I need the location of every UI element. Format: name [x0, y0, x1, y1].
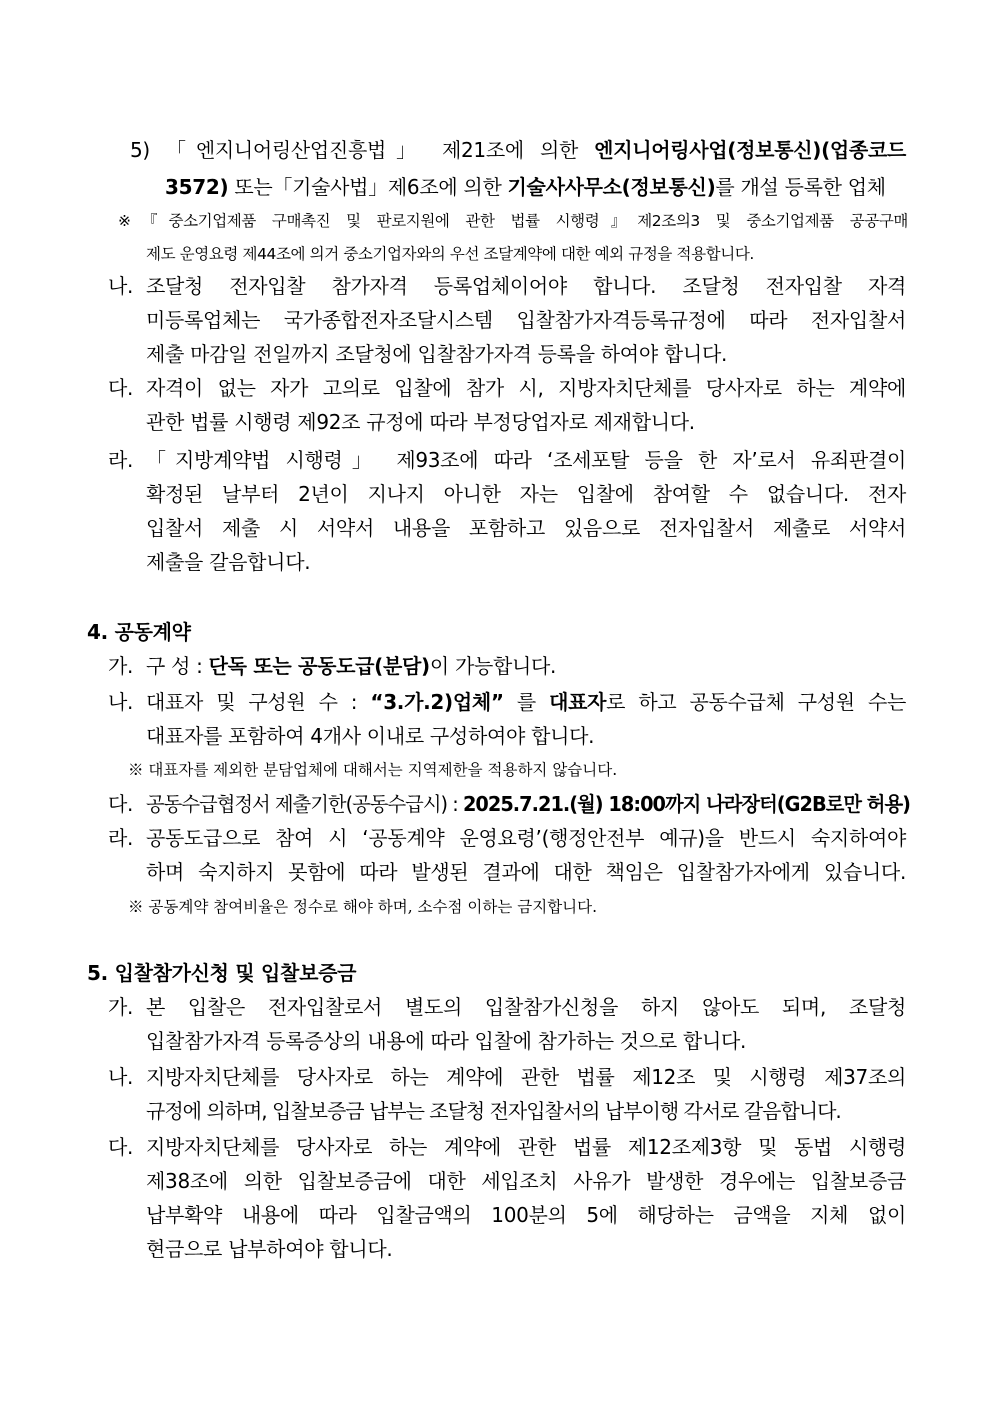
s3-ra-line-1: 「지방계약법 시행령」 제93조에 따라 ‘조세포탈 등을 한 자’로서 유죄판결이	[146, 448, 906, 472]
s4-ga-bold: 단독 또는 공동도급(분담)	[208, 654, 430, 678]
item-5-text-mid: 또는「기술사법」제6조에 의한	[228, 175, 508, 199]
s4-da-label: 공동수급협정서 제출기한(공동수급시) :	[146, 792, 463, 816]
s4-ra-line-2: 하며 숙지하지 못함에 따라 발생된 결과에 대한 책임은 입찰참가자에게 있습니다.	[146, 860, 906, 884]
s4-da-marker: 다.	[108, 792, 134, 816]
s5-ga-marker: 가.	[108, 995, 134, 1019]
s3-na-line-1: 조달청 전자입찰 참가자격 등록업체이어야 합니다. 조달청 전자입찰 자격	[146, 274, 906, 298]
s4-na-mid: 를	[503, 690, 550, 714]
s3-ra-line-3: 입찰서 제출 시 서약서 내용을 포함하고 있음으로 전자입찰서 제출로 서약서	[146, 516, 906, 540]
s4-da-line	[146, 787, 910, 821]
s4-ra-marker: 라.	[108, 826, 134, 850]
item-5-text: 5) 「엔지니어링산업진흥법」 제21조에 의한	[130, 138, 595, 162]
s5-da-line-4: 현금으로 납부하여야 합니다.	[146, 1237, 393, 1261]
s3-da-line-2: 관한 법률 시행령 제92조 규정에 따라 부정당업자로 제재합니다.	[146, 410, 695, 434]
s4-na-line-1	[146, 685, 906, 719]
s5-da-marker: 다.	[108, 1135, 134, 1159]
s4-ra-note: ※ 공동계약 참여비율은 정수로 해야 하며, 소수점 이하는 금지합니다.	[128, 898, 598, 916]
s4-ga-suffix: 이 가능합니다.	[429, 654, 557, 678]
s4-na-label: 대표자 및 구성원 수 :	[146, 690, 371, 714]
item-5-text-end: 를 개설 등록한 업체	[715, 175, 886, 199]
s3-na-line-3: 제출 마감일 전일까지 조달청에 입찰참가자격 등록을 하여야 합니다.	[146, 342, 728, 366]
s3-ra-marker: 라.	[108, 448, 134, 472]
s5-na-marker: 나.	[108, 1065, 134, 1089]
s4-na-suffix: 로 하고 공동수급체 구성원 수는	[606, 690, 907, 714]
item-5-code: 3572)	[165, 175, 229, 199]
s5-ga-line-1: 본 입찰은 전자입찰로서 별도의 입찰참가신청을 하지 않아도 되며, 조달청	[146, 995, 906, 1019]
s5-da-line-1: 지방자치단체를 당사자로 하는 계약에 관한 법률 제12조제3항 및 동법 시행령	[146, 1135, 906, 1159]
s4-na-line-2: 대표자를 포함하여 4개사 이내로 구성하여야 합니다.	[146, 724, 595, 748]
s5-ga-line-2: 입찰참가자격 등록증상의 내용에 따라 입찰에 참가하는 것으로 합니다.	[146, 1029, 747, 1053]
item-5-line-1	[130, 133, 906, 167]
item-5-bold-text: 엔지니어링사업(정보통신)(업종코드	[594, 138, 906, 162]
s5-da-line-2: 제38조에 의한 입찰보증금에 대한 세입조치 사유가 발생한 경우에는 입찰보증금	[146, 1169, 906, 1193]
s4-ra-line-1: 공동도급으로 참여 시 ‘공동계약 운영요령’(행정안전부 예규)을 반드시 숙지하여야	[146, 826, 906, 850]
s4-ga-line	[146, 649, 556, 683]
s3-na-marker: 나.	[108, 274, 134, 298]
s4-da-deadline: 2025.7.21.(월) 18:00까지 나라장터(G2B로만 허용)	[462, 792, 911, 816]
s3-ra-line-2: 확정된 날부터 2년이 지나지 아니한 자는 입찰에 참여할 수 없습니다. 전자	[146, 482, 906, 506]
s4-na-note: ※ 대표자를 제외한 분담업체에 대해서는 지역제한을 적용하지 않습니다.	[128, 761, 618, 779]
sme-note-line-2: 제도 운영요령 제44조에 의거 중소기업자와의 우선 조달계약에 대한 예외 규정을 적용합니다.	[146, 245, 754, 263]
s3-na-line-2: 미등록업체는 국가종합전자조달시스템 입찰참가자격등록규정에 따라 전자입찰서	[146, 308, 906, 332]
s3-da-line-1: 자격이 없는 자가 고의로 입찰에 참가 시, 지방자치단체를 당사자로 하는 계약에	[146, 376, 906, 400]
section-4-heading: 4. 공동계약	[87, 620, 191, 644]
s3-ra-line-4: 제출을 갈음합니다.	[146, 550, 311, 574]
s5-da-line-3: 납부확약 내용에 따라 입찰금액의 100분의 5에 해당하는 금액을 지체 없이	[146, 1203, 906, 1227]
s3-da-marker: 다.	[108, 376, 134, 400]
s5-na-line-1: 지방자치단체를 당사자로 하는 계약에 관한 법률 제12조 및 시행령 제37조의	[146, 1065, 906, 1089]
item-5-bold-office: 기술사사무소(정보통신)	[507, 175, 716, 199]
s4-ga-label: 구 성 :	[146, 654, 209, 678]
s4-ga-marker: 가.	[108, 654, 134, 678]
item-5-line-2	[165, 170, 886, 204]
section-5-heading: 5. 입찰참가신청 및 입찰보증금	[87, 961, 357, 985]
sme-note-line-1: ※『중소기업제품 구매촉진 및 판로지원에 관한 법률 시행령』제2조의3 및 중소기업제품 공공구매	[118, 212, 908, 230]
s5-na-line-2: 규정에 의하며, 입찰보증금 납부는 조달청 전자입찰서의 납부이행 각서로 갈음합니다.	[146, 1099, 841, 1123]
s4-na-bold-company: “3.가.2)업체”	[370, 690, 504, 714]
s4-na-bold-rep: 대표자	[549, 690, 607, 714]
s4-na-marker: 나.	[108, 690, 134, 714]
